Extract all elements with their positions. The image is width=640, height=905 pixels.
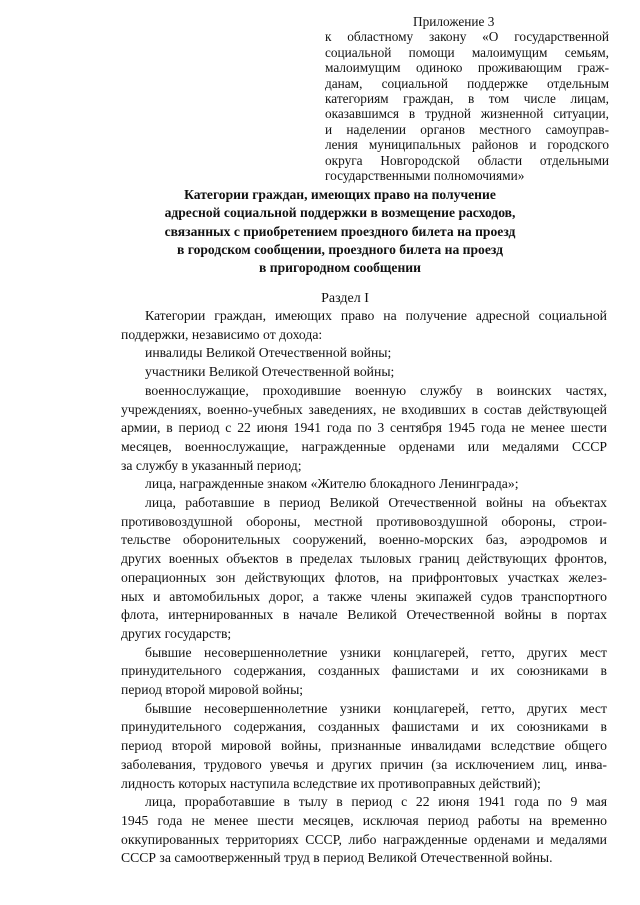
- heading-line: в городском сообщении, проездного билета на проезд: [177, 241, 503, 257]
- appendix-line: социальной помощи малоимущим семьям,: [325, 44, 609, 60]
- appendix-line: и наделении органов местного самоуправ-: [325, 121, 609, 137]
- paragraph-line: период второй мировой войны;: [121, 682, 304, 698]
- paragraph-line: лица, работавшие в период Великой Отечественной войны на объектах: [145, 495, 607, 511]
- paragraph-line: военнослужащие, проходившие военную службу в воинских частях,: [145, 382, 607, 398]
- paragraph: [121, 793, 607, 868]
- paragraph-line: участники Великой Отечественной войны;: [145, 364, 395, 380]
- appendix-line: данам, социальной поддержке отдельным: [325, 75, 609, 91]
- paragraph-line: бывшие несовершеннолетние узники концлагерей, гетто, других мест: [145, 644, 607, 660]
- paragraph-line: период второй мировой войны, признанные инвалидами вследствие общего: [121, 738, 607, 754]
- appendix-title: Приложение 3: [413, 14, 495, 29]
- paragraph-line: операционных зон действующих флотов, на прифронтовых участках желез-: [121, 569, 607, 585]
- paragraph-line: других военных объектов в пределах тыловых границ действующих фронтов,: [121, 551, 607, 567]
- appendix-line: категориям граждан, в том числе лицам,: [325, 91, 609, 107]
- paragraph: [121, 700, 607, 794]
- paragraph-line: оккупированных территориях СССР, либо награжденные орденами и медалями: [121, 831, 607, 847]
- paragraph-line: флота, интернированных в начале Великой Отечественной войны в портах: [121, 607, 607, 623]
- paragraph-line: лидность которых наступила вследствие их противоправных действий);: [121, 775, 541, 791]
- paragraph: [121, 382, 607, 476]
- paragraph-line: инвалиды Великой Отечественной войны;: [145, 345, 392, 361]
- appendix-line: ления муниципальных районов и городского: [325, 137, 609, 153]
- paragraph-line: противовоздушной обороны, местной противовоздушной обороны, строи-: [121, 513, 607, 529]
- appendix-line: оказавшимся в трудной жизненной ситуации,: [325, 106, 609, 122]
- paragraph-line: армии, в период с 22 июня 1941 года по 3 сентября 1945 года не менее шести: [121, 420, 607, 436]
- paragraph-line: месяцев, военнослужащие, награжденные орденами или медалями СССР: [121, 438, 607, 454]
- paragraph: [121, 307, 607, 344]
- paragraph-line: поддержки, независимо от дохода:: [121, 326, 323, 342]
- heading-line: адресной социальной поддержки в возмещение расходов,: [164, 205, 516, 221]
- paragraph: [121, 644, 607, 700]
- paragraph-line: бывшие несовершеннолетние узники концлагерей, гетто, других мест: [145, 700, 607, 716]
- heading-line: в пригородном сообщении: [259, 260, 421, 276]
- paragraph-line: 1945 года не менее шести месяцев, исключая период работы на временно: [121, 812, 607, 828]
- document-heading: [110, 186, 570, 277]
- paragraph-line: ных и автомобильных дорог, а также члены экипажей судов транспортного: [121, 588, 607, 604]
- paragraph: [121, 363, 607, 382]
- paragraph-line: принудительного содержания, созданных фашистами и их союзниками в: [121, 719, 607, 735]
- paragraph-line: других государств;: [121, 625, 232, 641]
- paragraph-line: учреждениях, военно-учебных заведениях, не входивших в состав действующей: [121, 401, 607, 417]
- paragraph-line: Категории граждан, имеющих право на получение адресной социальной: [145, 308, 607, 323]
- document-body: [121, 307, 607, 868]
- paragraph-line: лица, награжденные знаком «Жителю блокадного Ленинграда»;: [145, 476, 519, 492]
- paragraph-line: принудительного содержания, созданных фашистами и их союзниками в: [121, 663, 607, 679]
- appendix-block: [325, 14, 609, 183]
- heading-line: связанных с приобретением проездного билета на проезд: [164, 223, 516, 239]
- appendix-line: к областному закону «О государственной: [325, 29, 609, 45]
- paragraph-line: за службу в указанный период;: [121, 457, 302, 473]
- paragraph-line: лица, проработавшие в тылу в период с 22 июня 1941 года по 9 мая: [145, 794, 607, 810]
- paragraph-list: [121, 307, 607, 868]
- paragraph-line: тельстве оборонительных сооружений, военно-морских баз, аэродромов и: [121, 532, 607, 548]
- heading-line: Категории граждан, имеющих право на получение: [184, 187, 496, 202]
- paragraph: [121, 494, 607, 644]
- appendix-line: государственными полномочиями»: [325, 168, 525, 184]
- paragraph: [121, 475, 607, 494]
- appendix-line: округа Новгородской области отдельными: [325, 152, 609, 168]
- appendix-line: малоимущим одиноко проживающим граж-: [325, 60, 609, 76]
- paragraph-line: заболевания, трудового увечья и других причин (за исключением лиц, инва-: [121, 756, 607, 772]
- section-title: Раздел I: [321, 291, 369, 306]
- paragraph: [121, 344, 607, 363]
- paragraph-line: СССР за самоотверженный труд в период Великой Отечественной войны.: [121, 850, 553, 866]
